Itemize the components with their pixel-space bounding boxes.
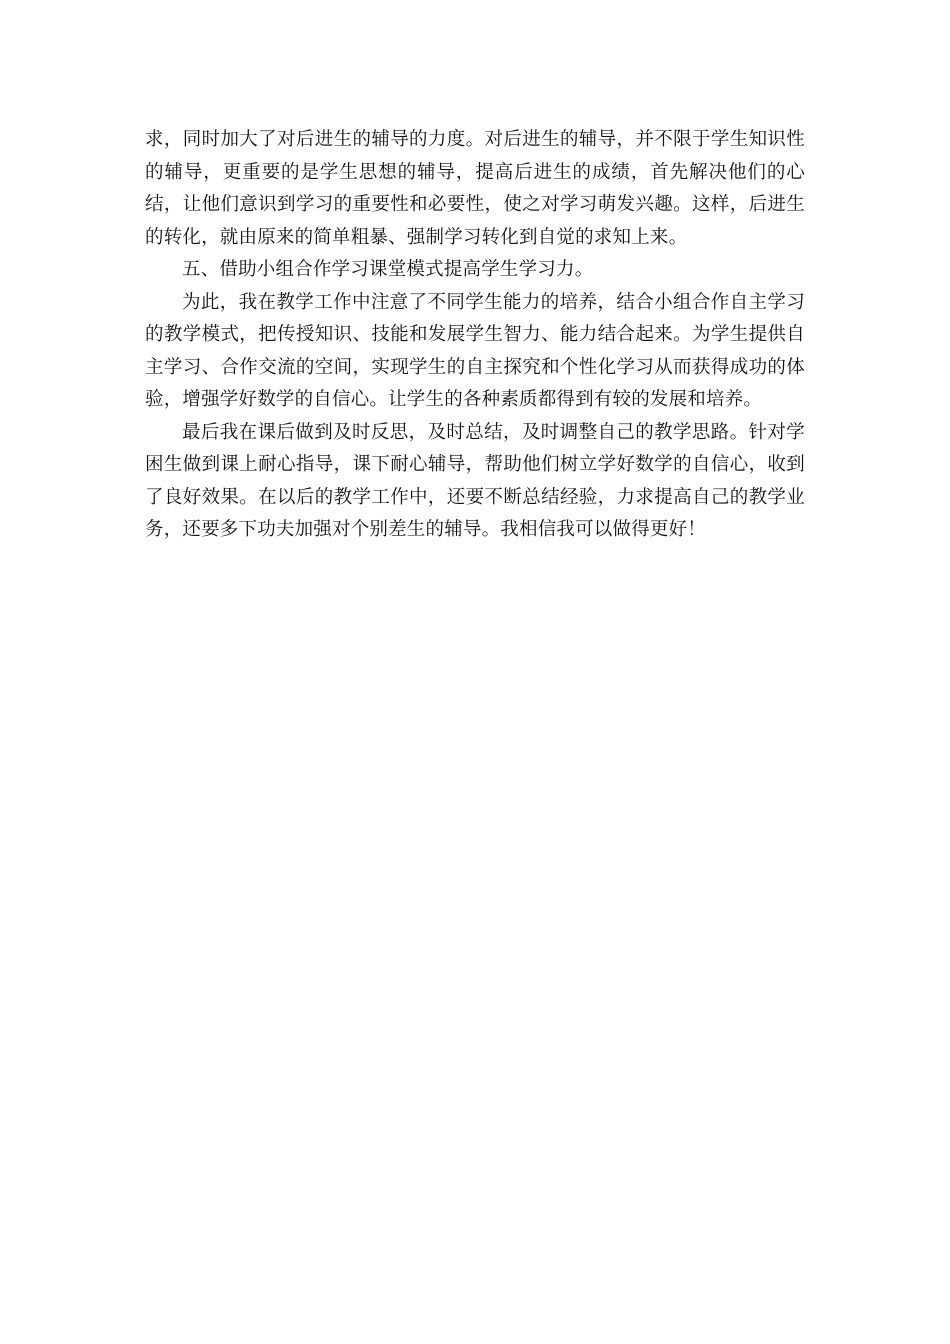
paragraph-reflection: 最后我在课后做到及时反思，及时总结，及时调整自己的教学思路。针对学困生做到课上耐心指导，课下耐心辅导，帮助他们树立学好数学的自信心，收到了良好效果。在以后的教学工作中，还要不断总结经验，力求提高自己的教学业务，还要多下功夫加强对个别差生的辅导。我相信我可以做得更好！ bbox=[145, 421, 805, 540]
paragraph-group-learning: 为此，我在教学工作中注意了不同学生能力的培养，结合小组合作自主学习的教学模式，把传授知识、技能和发展学生智力、能力结合起来。为学生提供自主学习、合作交流的空间，实现学生的自主探究和个性化学习从而获得成功的体验，增强学好数学的自信心。让学生的各种素质都得到有较的发展和培养。 bbox=[145, 291, 805, 410]
paragraph-continuation: 求，同时加大了对后进生的辅导的力度。对后进生的辅导，并不限于学生知识性的辅导，更重要的是学生思想的辅导，提高后进生的成绩，首先解决他们的心结，让他们意识到学习的重要性和必要性，使之对学习萌发兴趣。这样，后进生的转化，就由原来的简单粗暴、强制学习转化到自觉的求知上来。 bbox=[145, 129, 805, 248]
document-body bbox=[145, 124, 805, 547]
section-heading-five: 五、借助小组合作学习课堂模式提高学生学习力。 bbox=[182, 259, 594, 280]
